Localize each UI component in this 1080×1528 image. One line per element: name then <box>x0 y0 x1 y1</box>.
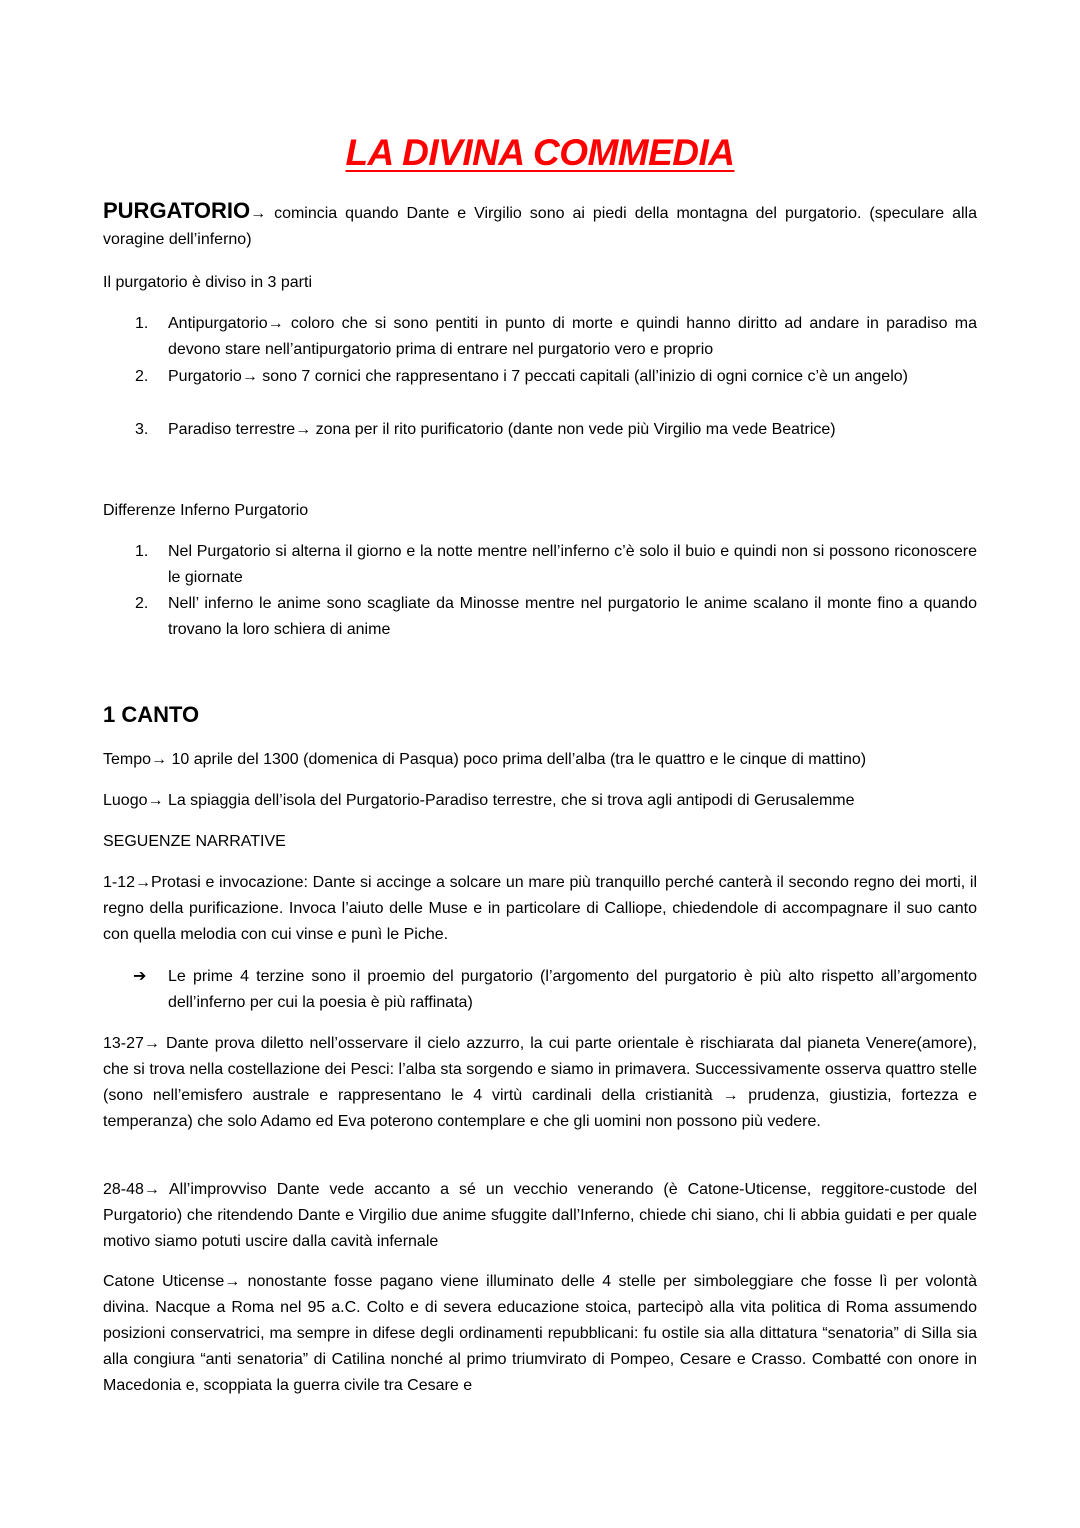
tempo-line: Tempo→ 10 aprile del 1300 (domenica di Pasqua) poco prima dell’alba (tra le quattro e le cinque di mattino) <box>103 751 867 768</box>
canto-heading: 1 CANTO <box>103 702 200 727</box>
document-title: LA DIVINA COMMEDIA <box>345 132 735 173</box>
purgatorio-text: → comincia quando Dante e Virgilio sono ai piedi della montagna del purgatorio. (speculare alla voragine dell’inferno) <box>103 205 977 248</box>
sequence-28-48: 28-48→ All’improvviso Dante vede accanto a sé un vecchio venerando (è Catone-Uticense, reggitore-custode del Purgatorio) che ritendendo Dante e Virgilio due anime sfuggite dall’Inferno, chiede chi siano, chi li abbia guidati e per quale motivo siamo potuti uscire dalla cavità infernale <box>103 1181 977 1250</box>
list-number: 2. <box>135 368 149 385</box>
arrow-bullet-icon: ➔ <box>133 968 147 985</box>
sequences-label: SEGUENZE NARRATIVE <box>103 833 286 850</box>
list-item: Antipurgatorio→ coloro che si sono pentiti in punto di morte e quindi hanno diritto ad andare in paradiso ma devono stare nell’antipurgatorio prima di entrare nel purgatorio vero e proprio <box>168 315 977 358</box>
proemio-note: Le prime 4 terzine sono il proemio del purgatorio (l’argomento del purgatorio è più alto rispetto all’argomento dell’inferno per cui la poesia è più raffinata) <box>168 968 977 1011</box>
list-number: 2. <box>135 595 149 612</box>
purgatorio-intro <box>103 198 977 253</box>
catone-paragraph: Catone Uticense→ nonostante fosse pagano viene illuminato delle 4 stelle per simboleggiare che fosse lì per volontà divina. Nacque a Roma nel 95 a.C. Colto e di severa educazione stoica, partecipò alla vita politica di Roma assumendo posizioni conservatrici, ma sempre in difese degli ordinamenti repubblicani: fu ostile sia alla dittatura “senatoria” di Silla sia alla congiura “anti senatoria” di Catilina nonché al primo triumvirato di Pompeo, Cesare e Crasso. Combatté con onore in Macedonia e, scoppiata la guerra civile tra Cesare e <box>103 1273 977 1394</box>
list-number: 1. <box>135 315 149 332</box>
list-item: Paradiso terrestre→ zona per il rito purificatorio (dante non vede più Virgilio ma vede Beatrice) <box>168 421 836 438</box>
luogo-line: Luogo→ La spiaggia dell’isola del Purgatorio-Paradiso terrestre, che si trova agli antipodi di Gerusalemme <box>103 792 855 809</box>
list-item: Nel Purgatorio si alterna il giorno e la notte mentre nell’inferno c’è solo il buio e quindi non si possono riconoscere le giornate <box>168 543 977 586</box>
list-number: 1. <box>135 543 149 560</box>
list-number: 3. <box>135 421 149 438</box>
sequence-1-12: 1-12→Protasi e invocazione: Dante si accinge a solcare un mare più tranquillo perché canterà il secondo regno dei morti, il regno della purificazione. Invoca l’aiuto delle Muse e in particolare di Calliope, chiedendole di accompagnare il suo canto con quella melodia con cui vinse e punì le Piche. <box>103 874 977 943</box>
list-item: Nell’ inferno le anime sono scagliate da Minosse mentre nel purgatorio le anime scalano il monte fino a quando trovano la loro schiera di anime <box>168 595 977 638</box>
differences-intro: Differenze Inferno Purgatorio <box>103 502 309 519</box>
list-item: Purgatorio→ sono 7 cornici che rappresentano i 7 peccati capitali (all’inizio di ogni cornice c’è un angelo) <box>168 368 908 385</box>
purgatorio-lead: PURGATORIO <box>103 198 251 223</box>
division-intro: Il purgatorio è diviso in 3 parti <box>103 274 312 291</box>
sequence-13-27: 13-27→ Dante prova diletto nell’osservare il cielo azzurro, la cui parte orientale è rischiarata dal pianeta Venere(amore), che si trova nella costellazione dei Pesci: l’alba sta sorgendo e siamo in primavera. Successivamente osserva quattro stelle (sono nell’emisfero australe e rappresentano le 4 virtù cardinali della cristianità → prudenza, giustizia, fortezza e temperanza) che solo Adamo ed Eva poterono contemplare e che gli uomini non possono più vedere. <box>103 1035 977 1130</box>
